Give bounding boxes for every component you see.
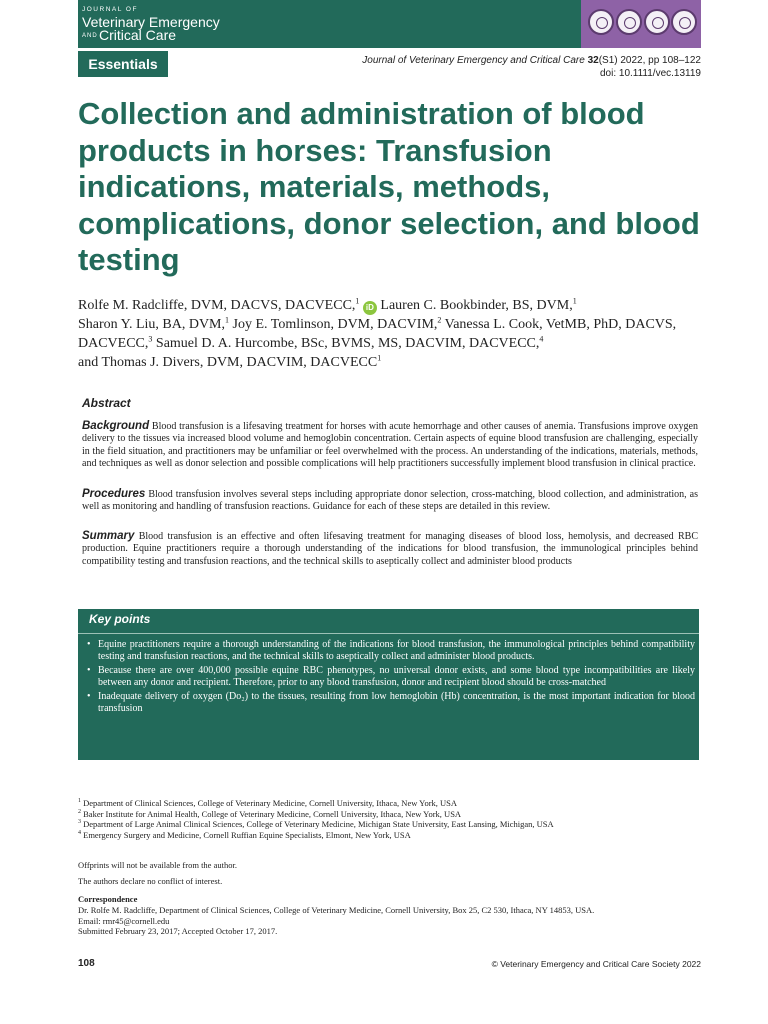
page-number: 108 [78,958,95,969]
author-affiliation-sup: 1 [377,353,382,363]
article-title: Collection and administration of blood products in horses: Transfusion indications, materials, methods, complications, donor selection, and blood testing [78,96,700,277]
citation-issue-pages: (S1) 2022, pp 108–122 [598,55,701,66]
author-affiliation-sup: 2 [437,315,442,325]
journal-name-and: AND [82,33,98,39]
author-affiliation-sup: 1 [225,315,230,325]
citation-doi[interactable]: doi: 10.1111/vec.13119 [599,68,701,79]
correspondence-email[interactable]: Email: rmr45@cornell.edu [78,915,170,926]
journal-name-line1: Veterinary Emergency [82,14,220,30]
offprints-note: Offprints will not be available from the author. [78,860,237,870]
affiliation-item [78,819,698,830]
key-points-list [87,639,695,717]
abstract-summary [82,530,698,568]
submission-dates: Submitted February 23, 2017; Accepted October 17, 2017. [78,926,278,937]
affiliation-item [78,809,698,820]
journal-name-prefix: JOURNAL OF [82,6,138,13]
correspondence-address: Dr. Rolfe M. Radcliffe, Department of Clinical Sciences, College of Veterinary Medicine, Cornell University, Box 25, C2 530, Ithaca, NY 14853, USA. [78,904,595,915]
affiliation-text: Emergency Surgery and Medicine, Cornell Ruffian Equine Specialists, Elmont, New York, USA [81,829,411,840]
abstract-summary-label: Summary [82,530,135,542]
author-name: Rolfe M. Radcliffe, DVM, DACVS, DACVECC, [78,298,356,313]
key-point-item: • Equine practitioners require a thorough understanding of the indications for blood transfusion, the immunological principles behind compatibility testing and transfusion reactions, and the technical skills to aseptically collect and administer blood products. [87,639,695,664]
affiliation-text: Baker Institute for Animal Health, College of Veterinary Medicine, Cornell University, Ithaca, New York, USA [81,808,462,819]
copyright: © Veterinary Emergency and Critical Care Society 2022 [491,959,701,969]
abstract-summary-text: Blood transfusion is an effective and often lifesaving treatment for managing diseases of blood loss, hemolysis, and decreased RBC production. Equine practitioners require a thorough understanding of the indications for blood transfusion, the immunological principles behind compatibility testing and transfusion reactions, and the technical skills to aseptically collect and administer blood products [82,531,698,567]
journal-name-line2: Critical Care [99,27,177,43]
citation-journal: Journal of Veterinary Emergency and Critical Care [362,55,585,66]
key-point-item: • Because there are over 400,000 possible equine RBC phenotypes, no universal donor exists, and some blood type incompatibilities are likely between any donor and recipient. Therefore, prior to any blood transfusion, donor and recipient blood should be cross-matched [87,665,695,690]
affiliation-item [78,798,698,809]
affiliations [78,798,698,840]
author-list [78,296,698,372]
key-points-divider [78,633,699,634]
abstract-procedures [82,488,698,514]
society-badge-icon [671,9,697,35]
author-name: and Thomas J. Divers, DVM, DACVIM, DACVECC [78,355,378,370]
affiliation-item [78,830,698,841]
section-badge: Essentials [78,51,168,77]
key-points-heading: Key points [89,612,151,626]
conflict-note: The authors declare no conflict of interest. [78,876,223,886]
author-name: Lauren C. Bookbinder, BS, DVM, [376,298,573,313]
society-emblem-icon [616,9,642,35]
affiliation-sup: 4 [78,829,81,836]
author-affiliation-sup: 1 [572,296,577,306]
society-seal-icon [588,9,614,35]
author-name: Samuel D. A. Hurcombe, BSc, BVMS, MS, DACVIM, DACVECC, [152,336,540,351]
abstract-procedures-label: Procedures [82,488,146,500]
author-affiliation-sup: 3 [148,334,153,344]
abstract-background-label: Background [82,420,150,432]
abstract-procedures-text: Blood transfusion involves several steps including appropriate donor selection, cross-matching, blood collection, and administration, as well as monitoring and handling of transfusion reactions. Guidance for each of these steps are detailed in this review. [82,489,698,513]
abstract-background-text: Blood transfusion is a lifesaving treatment for horses with acute hemorrhage and other causes of anemia. Transfusions improve oxygen delivery to the tissues via increased blood volume and hemoglobin concentration. Certain aspects of equine blood transfusion are challenging, especially in the field situation, and practitioners may be unfamiliar or feel overwhelmed with the process. An understanding of the indications, materials, methods, and techniques as well as donor selection and possible complications will help practitioners successfully implement blood transfusion in clinical practice. [82,421,698,469]
correspondence-label: Correspondence [78,894,138,904]
citation-volume: 32 [587,55,599,66]
correspondence [78,894,698,937]
author-affiliation-sup: 1 [355,296,360,306]
society-logos [581,0,701,48]
orcid-icon[interactable]: iD [363,301,377,315]
society-crest-icon [644,9,670,35]
abstract-heading: Abstract [82,396,131,410]
key-point-item: • Inadequate delivery of oxygen (Do₂) to the tissues, resulting from low hemoglobin (Hb) concentration, is the most important indication for blood transfusion [87,691,695,716]
author-affiliation-sup: 4 [539,334,544,344]
affiliation-sup: 1 [78,798,81,805]
key-points-box [78,609,699,760]
author-name: Sharon Y. Liu, BA, DVM, [78,317,226,332]
author-name: Vanessa L. Cook, VetMB, PhD, DACVS, DACVECC, [78,317,677,351]
affiliation-sup: 2 [78,808,81,815]
author-name: Joy E. Tomlinson, DVM, DACVIM, [229,317,438,332]
affiliation-text: Department of Clinical Sciences, College of Veterinary Medicine, Cornell University, Ithaca, New York, USA [81,798,458,808]
affiliation-text: Department of Large Animal Clinical Sciences, College of Veterinary Medicine, Michigan State University, East Lansing, Michigan, USA [81,819,554,830]
abstract-background [82,420,698,470]
citation [362,54,701,80]
affiliation-sup: 3 [78,819,81,826]
